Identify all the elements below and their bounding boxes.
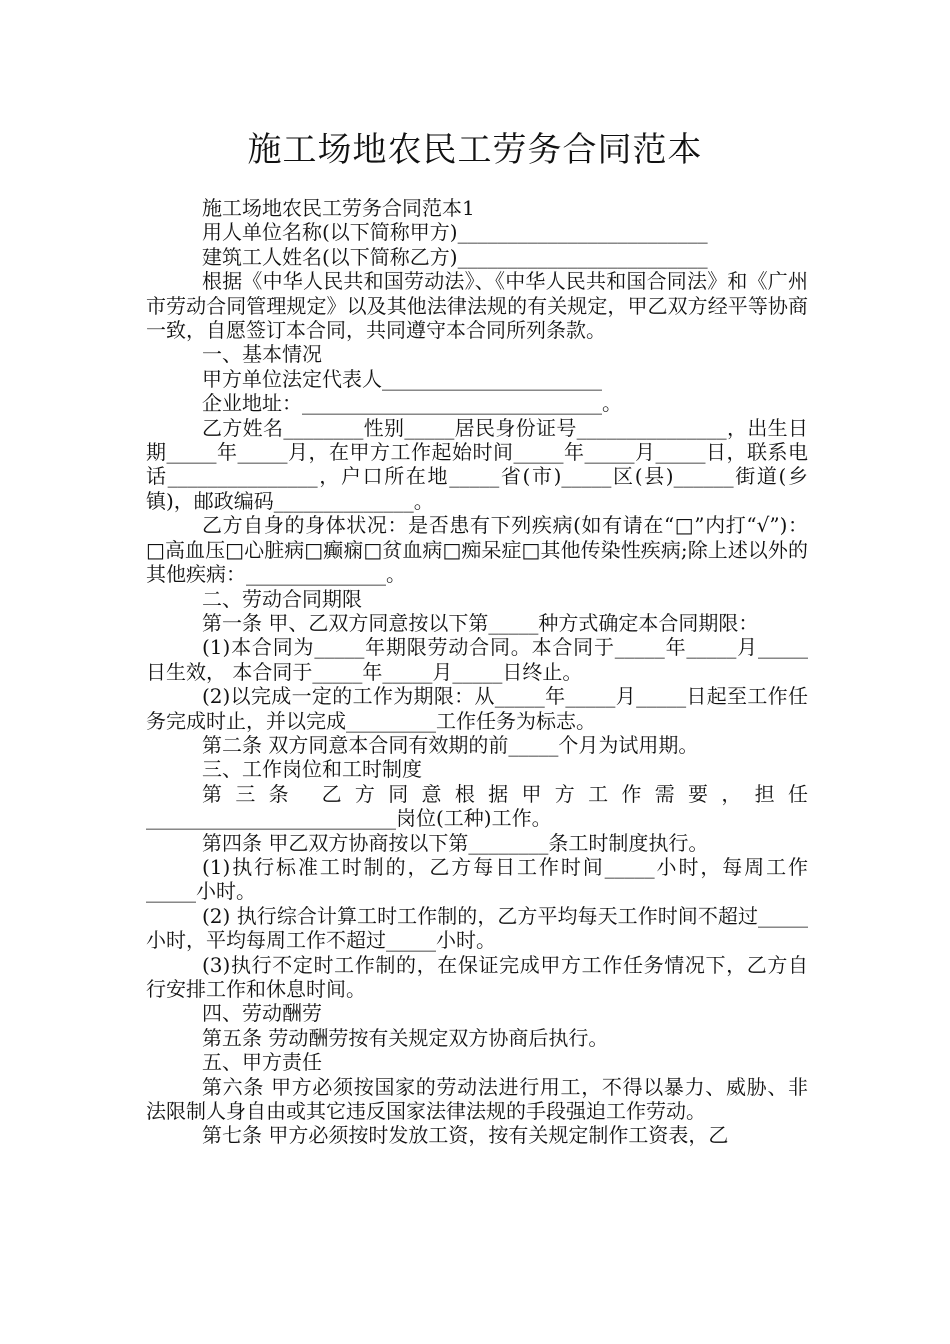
article-7: 第七条 甲方必须按时发放工资，按有关规定制作工资表，乙 — [202, 1123, 729, 1148]
section-heading-contract-term: 二、劳动合同期限 — [202, 586, 362, 611]
section-heading-position-hours: 三、工作岗位和工时制度 — [202, 757, 422, 782]
paragraph-legal-representative: 甲方单位法定代表人______________________ — [202, 366, 602, 391]
section-heading-remuneration: 四、劳动酬劳 — [202, 1001, 322, 1026]
article-5: 第五条 劳动酬劳按有关规定双方协商后执行。 — [202, 1025, 609, 1050]
article-1-option-2: (2)以完成一定的工作为期限：从_____年_____月_____日起至工作任务完成时止，并以完成_________工作任务为标志。 — [146, 684, 808, 733]
article-6: 第六条 甲方必须按国家的劳动法进行用工，不得以暴力、威胁、非法限制人身自由或其它违反国家法律法规的手段强迫工作劳动。 — [146, 1074, 808, 1124]
article-4-option-2: (2) 执行综合计算工时工作制的，乙方平均每天工作时间不超过_____小时，平均每周工作不超过_____小时。 — [146, 903, 808, 953]
article-2: 第二条 双方同意本合同有效期的前_____个月为试用期。 — [202, 732, 699, 757]
paragraph-worker-details: 乙方姓名________性别_____居民身份证号_______________，出生日期_____年_____月，在甲方工作起始时间_____年_____月_____日，联系电话_______________，户口所在地_____省(市)_____区(县)______街道(乡镇)，邮政编码______________。 — [146, 415, 808, 513]
paragraph-health-status: 乙方自身的身体状况：是否患有下列疾病(如有请在“□”内打“√”)：□高血压□心脏病□癫痫□贫血病□痴呆症□其他传染性疾病;除上述以外的其他疾病：______________。 — [146, 513, 808, 587]
paragraph-employer-name: 用人单位名称(以下简称甲方)_________________________ — [202, 220, 708, 245]
document-title: 施工场地农民工劳务合同范本 — [247, 130, 703, 170]
paragraph-preamble: 根据《中华人民共和国劳动法》、《中华人民共和国合同法》和《广州市劳动合同管理规定》以及其他法律法规的有关规定，甲乙双方经平等协商一致，自愿签订本合同，共同遵守本合同所列条款。 — [146, 269, 808, 343]
section-heading-employer-duties: 五、甲方责任 — [202, 1050, 322, 1075]
paragraph-worker-name: 建筑工人姓名(以下简称乙方)_________________________ — [202, 244, 708, 269]
document-body — [146, 196, 808, 1148]
article-1: 第一条 甲、乙双方同意按以下第_____种方式确定本合同期限： — [202, 610, 759, 635]
article-4-option-3: (3)执行不定时工作制的，在保证完成甲方工作任务情况下，乙方自行安排工作和休息时间。 — [146, 952, 808, 1001]
paragraph-contract-heading: 施工场地农民工劳务合同范本1 — [202, 196, 475, 220]
article-1-option-1: (1)本合同为_____年期限劳动合同。本合同于_____年_____月_____日生效， 本合同于_____年_____月_____日终止。 — [146, 635, 808, 684]
article-3: 第三条 乙方同意根据甲方工作需要，担任_________________________岗位(工种)工作。 — [146, 781, 808, 831]
article-4-option-1: (1)执行标准工时制的，乙方每日工作时间_____小时，每周工作_____小时。 — [146, 854, 808, 904]
article-4: 第四条 甲乙双方协商按以下第________条工时制度执行。 — [202, 830, 709, 855]
paragraph-company-address: 企业地址：______________________________。 — [202, 391, 622, 416]
section-heading-basic-info: 一、基本情况 — [202, 342, 322, 367]
